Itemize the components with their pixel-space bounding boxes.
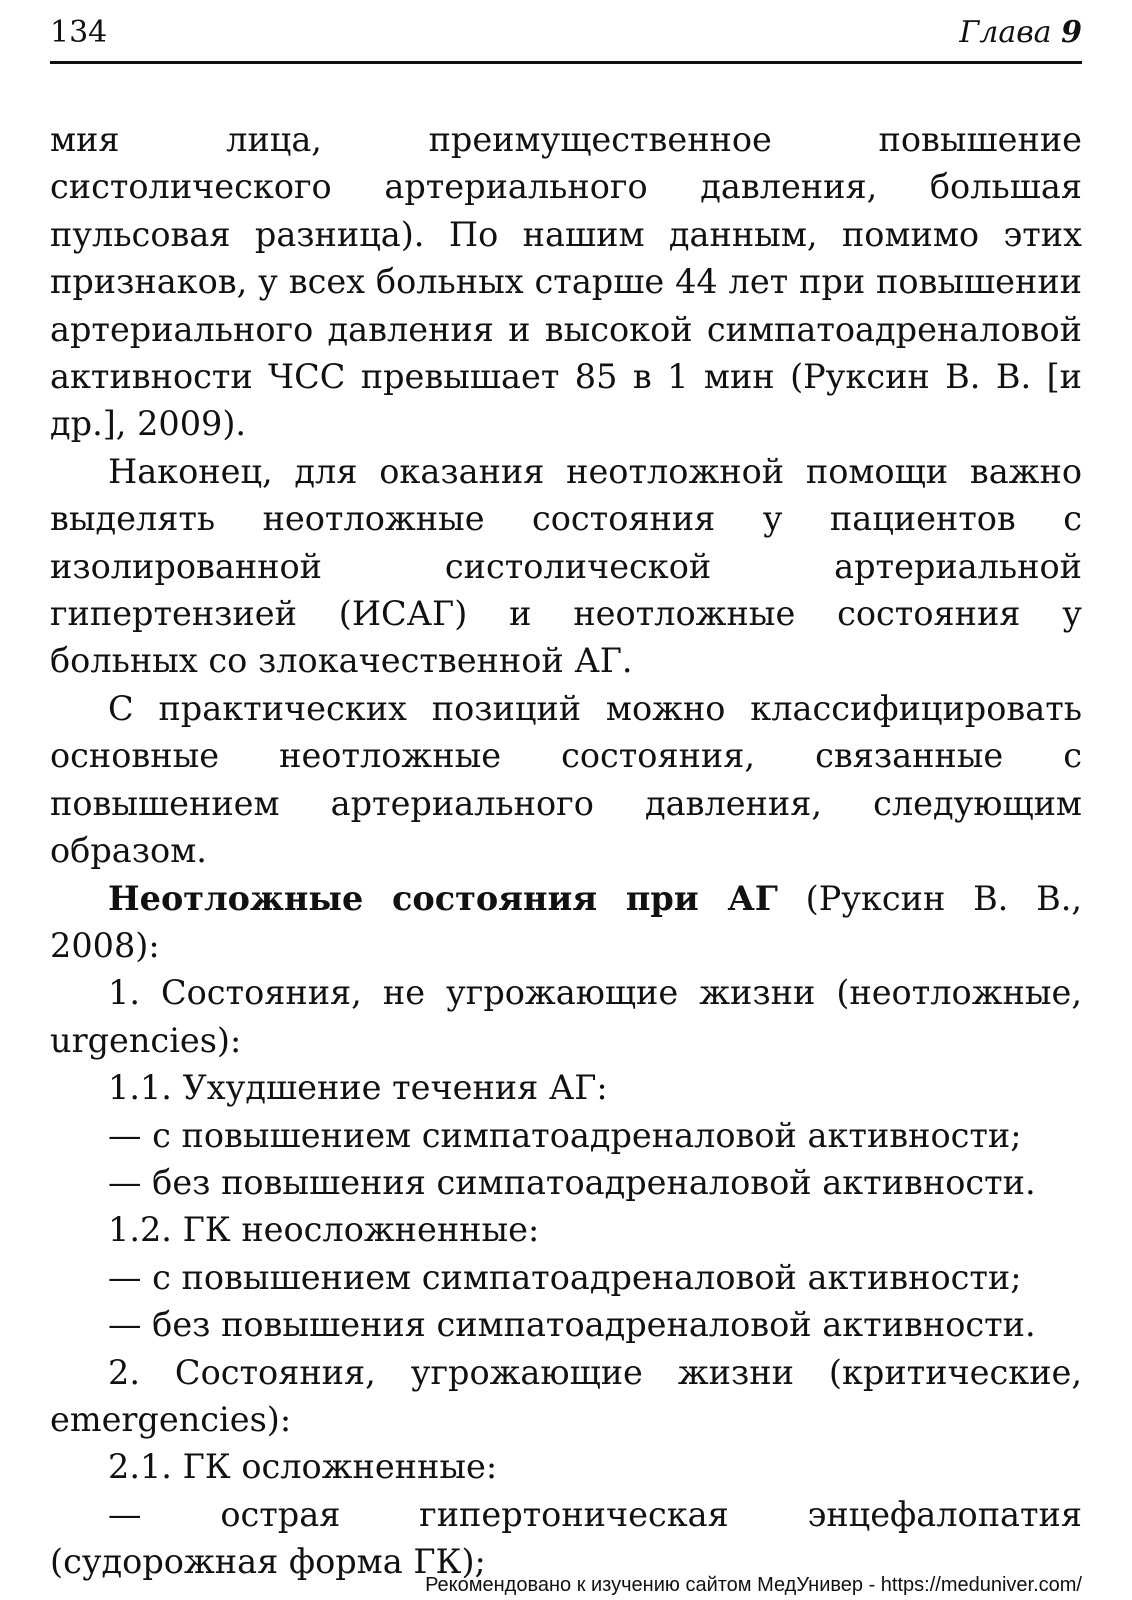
paragraph-1: мия лица, преимущественное повышение систолического артериального давления, большая пульсовая разница). По нашим данным, помимо этих признаков, у всех больных старше 44 лет при повышении артериального давления и высокой симпатоадреналовой активности ЧСС превышает 85 в 1 мин (Руксин В. В. [и др.], 2009). (50, 120, 1082, 444)
list-item-1: 1. Состояния, не угрожающие жизни (неотложные, urgencies): (50, 973, 1082, 1060)
list-item-1-1-b: — без повышения симпатоадреналовой активности. (108, 1162, 1036, 1202)
paragraph-2: Наконец, для оказания неотложной помощи важно выделять неотложные состояния у пациентов с изолированной систолической артериальной гипертензией (ИСАГ) и неотложные состояния у больных со злокачественной АГ. (50, 451, 1082, 681)
page-number: 134 (50, 15, 108, 50)
list-item-1-2-a: — с повышением симпатоадреналовой активности; (108, 1257, 1022, 1297)
list-item-1-1: 1.1. Ухудшение течения АГ: (108, 1068, 608, 1108)
list-item-1-2: 1.2. ГК неосложненные: (108, 1210, 540, 1250)
list-item-2-1: 2.1. ГК осложненные: (108, 1447, 498, 1487)
page-header (50, 15, 1082, 64)
chapter-word: Глава (959, 15, 1052, 50)
list-item-1-1-a: — с повышением симпатоадреналовой активности; (108, 1115, 1022, 1155)
text-body (50, 116, 1082, 1586)
chapter-label (959, 15, 1082, 50)
watermark-footer: Рекомендовано к изучению сайтом МедУнивер - https://meduniver.com/ (425, 1574, 1082, 1596)
list-item-1-2-b: — без повышения симпатоадреналовой активности. (108, 1305, 1036, 1345)
classification-heading-citation: (Руксин В. В., 2008): (50, 878, 1082, 965)
chapter-number: 9 (1061, 15, 1082, 50)
list-item-2-1-a: — острая гипертоническая энцефалопатия (судорожная форма ГК); (50, 1494, 1082, 1582)
classification-heading (50, 875, 1082, 970)
classification-heading-bold: Неотложные состояния при АГ (108, 878, 778, 918)
list-item-2: 2. Состояния, угрожающие жизни (критические, emergencies): (50, 1352, 1082, 1439)
paragraph-3: С практических позиций можно классифицировать основные неотложные состояния, связанные с повышением артериального давления, следующим образом. (50, 688, 1082, 871)
header-rule (50, 61, 1082, 64)
